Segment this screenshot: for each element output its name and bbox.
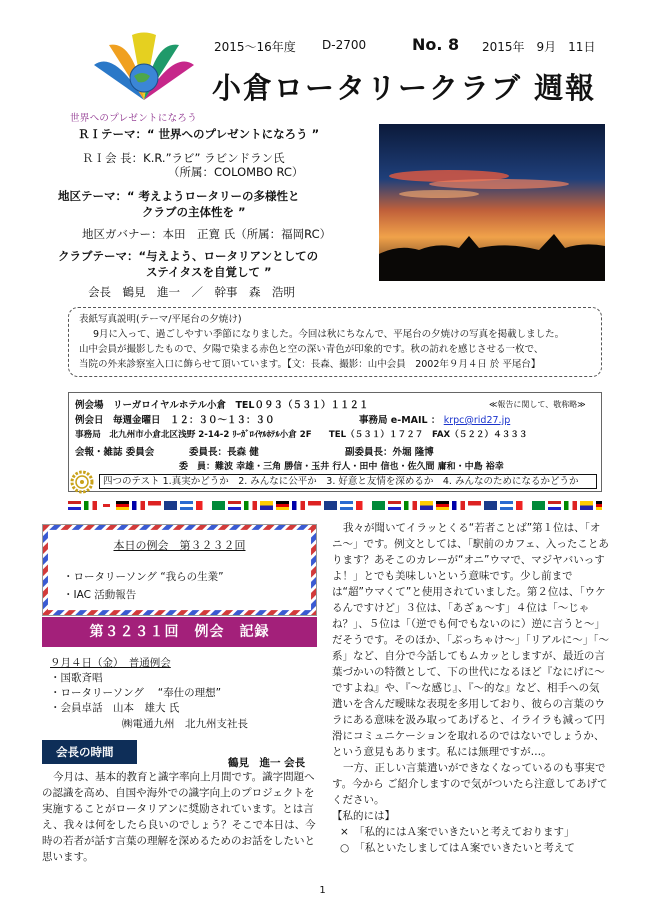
todays-meeting-title: 本日の例会 第３２３２回 (113, 539, 246, 552)
district-code: D-2700 (322, 38, 367, 52)
todays-meeting-box (42, 524, 317, 616)
right-paragraph-2: 一方、正しい言葉遣いができなくなっているのも事実です。今から ご紹介しますので気がついたら注意してあげてください。 (332, 762, 608, 806)
district-theme-label: 地区テーマ： (58, 189, 127, 203)
issue-number: No. 8 (412, 35, 460, 54)
flag-icon (532, 501, 545, 510)
flag-icon (132, 501, 145, 510)
flag-icon (596, 501, 602, 510)
flag-icon (580, 501, 593, 510)
logo-caption: 世界へのプレゼントになろう (70, 113, 198, 124)
email-link[interactable]: krpc@rid27.jp (443, 415, 511, 426)
flag-icon (404, 501, 417, 510)
rotary-theme-logo (84, 30, 204, 110)
flag-icon (228, 501, 241, 510)
right-column-text (332, 520, 610, 856)
committee-vice-chair: 副委員長：外堀 隆博 (345, 447, 434, 458)
meeting-day: 例会日 毎週金曜日 １２：３０〜１３：３０ (75, 415, 275, 426)
example-right: ○ 「私といたしましてはＡ案でいきたいと考えて (340, 842, 575, 854)
cover-caption-line-2: 山中会員が撮影したもので、夕陽で染まる赤色と空の深い青色が印象的です。秋の訪れを感じさせる一枚で、 (79, 344, 544, 355)
flag-icon (324, 501, 337, 510)
cover-caption-title: 表紙写真説明(テーマ/平尾台の夕焼け) (79, 314, 242, 325)
record-item-anthem: ・国歌斉唱 (50, 672, 103, 684)
flag-icon (292, 501, 305, 510)
flag-icon (148, 501, 161, 510)
flag-icon (68, 501, 81, 510)
flag-icon (388, 501, 401, 510)
flag-icon (84, 501, 97, 510)
committee-label: 会報・雑誌 委員会 (75, 447, 155, 458)
club-theme-label: クラブテーマ： (58, 249, 139, 263)
record-item-speaker-affiliation: ㈱電通九州 北九州支社長 (122, 718, 248, 730)
district-governor: 地区ガバナー：本田 正寛 氏（所属：福岡RC） (82, 227, 332, 241)
honorific-note: ≪報告に関して、敬称略≫ (489, 400, 586, 409)
flag-icon (468, 501, 481, 510)
page-number: 1 (319, 885, 326, 896)
issue-line (214, 35, 614, 58)
rotary-wheel-icon (70, 470, 94, 494)
issue-date: 2015年 9月 11日 (482, 40, 596, 54)
example-wrong: × 「私的にはＡ案でいきたいと考えております」 (340, 826, 575, 838)
cover-caption-box (68, 307, 602, 377)
todays-item-report: ・IAC 活動報告 (63, 589, 137, 601)
flag-icon (100, 501, 113, 510)
meeting-record-banner: 第３２３１回 例会 記録 (42, 617, 317, 647)
flag-icon (452, 501, 465, 510)
ri-president-club: （所属：COLOMBO RC） (168, 165, 304, 179)
flag-icon (244, 501, 257, 510)
president-name: 鶴見 進一 会長 (228, 757, 306, 769)
district-theme-value-1: “ 考えようロータリーの多様性と (127, 189, 300, 203)
flag-icon (372, 501, 385, 510)
record-item-speaker: ・会員卓話 山本 雄大 氏 (50, 702, 180, 714)
ri-president-label: ＲＩ会 長： (82, 151, 144, 165)
flag-icon (340, 501, 353, 510)
committee-chair: 委員長：長森 健 (189, 447, 259, 458)
flag-icon (548, 501, 561, 510)
flag-icon (420, 501, 433, 510)
presidents-time-tab: 会長の時間 (42, 740, 137, 764)
committee-members: 委 員：難波 幸雄・三角 勝信・玉井 行人・田中 信也・佐久間 庸和・中島 裕幸 (179, 462, 504, 472)
meeting-date: ９月４日（金） 普通例会 (50, 657, 171, 669)
flag-icon (180, 501, 193, 510)
flag-icon (564, 501, 577, 510)
club-theme-value-2: ステイタスを自覚して ” (146, 265, 272, 279)
flag-icon (484, 501, 497, 510)
ri-president-value: K.R.”ラビ” ラビンドラン氏 (143, 151, 285, 165)
ri-theme-value: “ 世界へのプレゼントになろう ” (147, 127, 320, 141)
flag-icon (436, 501, 449, 510)
record-item-song: ・ロータリーソング “奉仕の理想” (50, 687, 222, 699)
issue-year: 2015〜16年度 (214, 40, 296, 54)
flag-icon (308, 501, 321, 510)
flag-icon (260, 501, 273, 510)
flags-strip (68, 501, 602, 513)
venue: 例会場 リーガロイヤルホテル小倉 TEL０９３（５３１）１１２１ (75, 400, 369, 411)
four-way-test: 四つのテスト 1.真実かどうか 2. みんなに公平か 3. 好意と友情を深めるか 4. みんなのためになるかどうか (99, 474, 597, 489)
flag-icon (356, 501, 369, 510)
flag-icon (196, 501, 209, 510)
right-paragraph-1: 我々が聞いてイラッとくる“若者ことば”第１位は、「オニ〜」です。例文としては、「駅前のカフェ、入ったことあります？あそこのカレーが“オニ”ウマで、マジヤバいっすよ！」とでも美味しいという意味です。少し前までは“超”ウマくて”と使用されていました。第２位は、「ウケるんですけど」３位は、「あざぁ〜す」４位は「〜じゃね？」、５位は「（逆でも何でもないのに）逆に言うと〜」だそうです。そのほか、「ぶっちゃけ〜」「リアルに〜」「〜系」など、自分で今話してもムカッとしますが、最近の言葉づかいの特徴として、下の世代になるほど『なにげに〜ですよね』や、『〜な感じ』、『〜的な』など、相手への気遣いを含んだ曖昧な表現を多用しており、彼らの言葉のウラにある意味を汲み取ってあげると、イライラも減って円滑にコミュニケーションを取れるのではないでしょうか、という意見もあります。私には無理ですが…。 (332, 522, 609, 758)
club-officers: 会長 鶴見 進一 ／ 幹事 森 浩明 (88, 285, 295, 299)
example-label: 【私的には】 (332, 810, 395, 822)
cover-caption-line-1: 9月に入って、過ごしやすい季節になりました。今回は秋にちなんで、平尾台の夕焼けの写真を掲載しました。 (93, 329, 565, 340)
ri-theme-label: ＲＩテーマ： (78, 127, 147, 141)
district-theme-value-2: クラブの主体性を ” (142, 205, 246, 219)
cover-photo-sunset (379, 124, 605, 281)
presidents-message: 今月は、基本的教育と識字率向上月間です。識字問題への認識を高め、自国や海外での識字向上のプロジェクトを実施することがロータリアンに奨励されています。とは言え、我々は何をしたら良いのでしょう？そこで本日は、今時の若者が話す言葉の理解を深めるためのお話をしたいと思います。 (42, 771, 316, 863)
flag-icon (516, 501, 529, 510)
flag-icon (212, 501, 225, 510)
flag-icon (500, 501, 513, 510)
club-theme-value-1: “与えよう、ロータリアンとしての (138, 249, 319, 263)
office-address: 事務局 北九州市小倉北区浅野 2-14-2 ﾘｰｶﾞﾛｲﾔﾙﾎﾃﾙ小倉 2F TEL（５３１）１７２７ FAX（５２２）４３３３ (75, 430, 528, 440)
masthead-title: 小倉ロータリークラブ 週報 (212, 71, 597, 105)
email-label: 事務局 e-MAIL ： (359, 415, 441, 426)
flag-icon (276, 501, 289, 510)
flag-icon (116, 501, 129, 510)
todays-item-song: ・ロータリーソング “我らの生業” (63, 571, 224, 583)
cover-caption-line-3: 当院の外来診察室入口に飾らせて頂いています。【文：長森、撮影：山中会員 2002年９月４日 於 平尾台】 (79, 359, 541, 370)
flag-icon (164, 501, 177, 510)
